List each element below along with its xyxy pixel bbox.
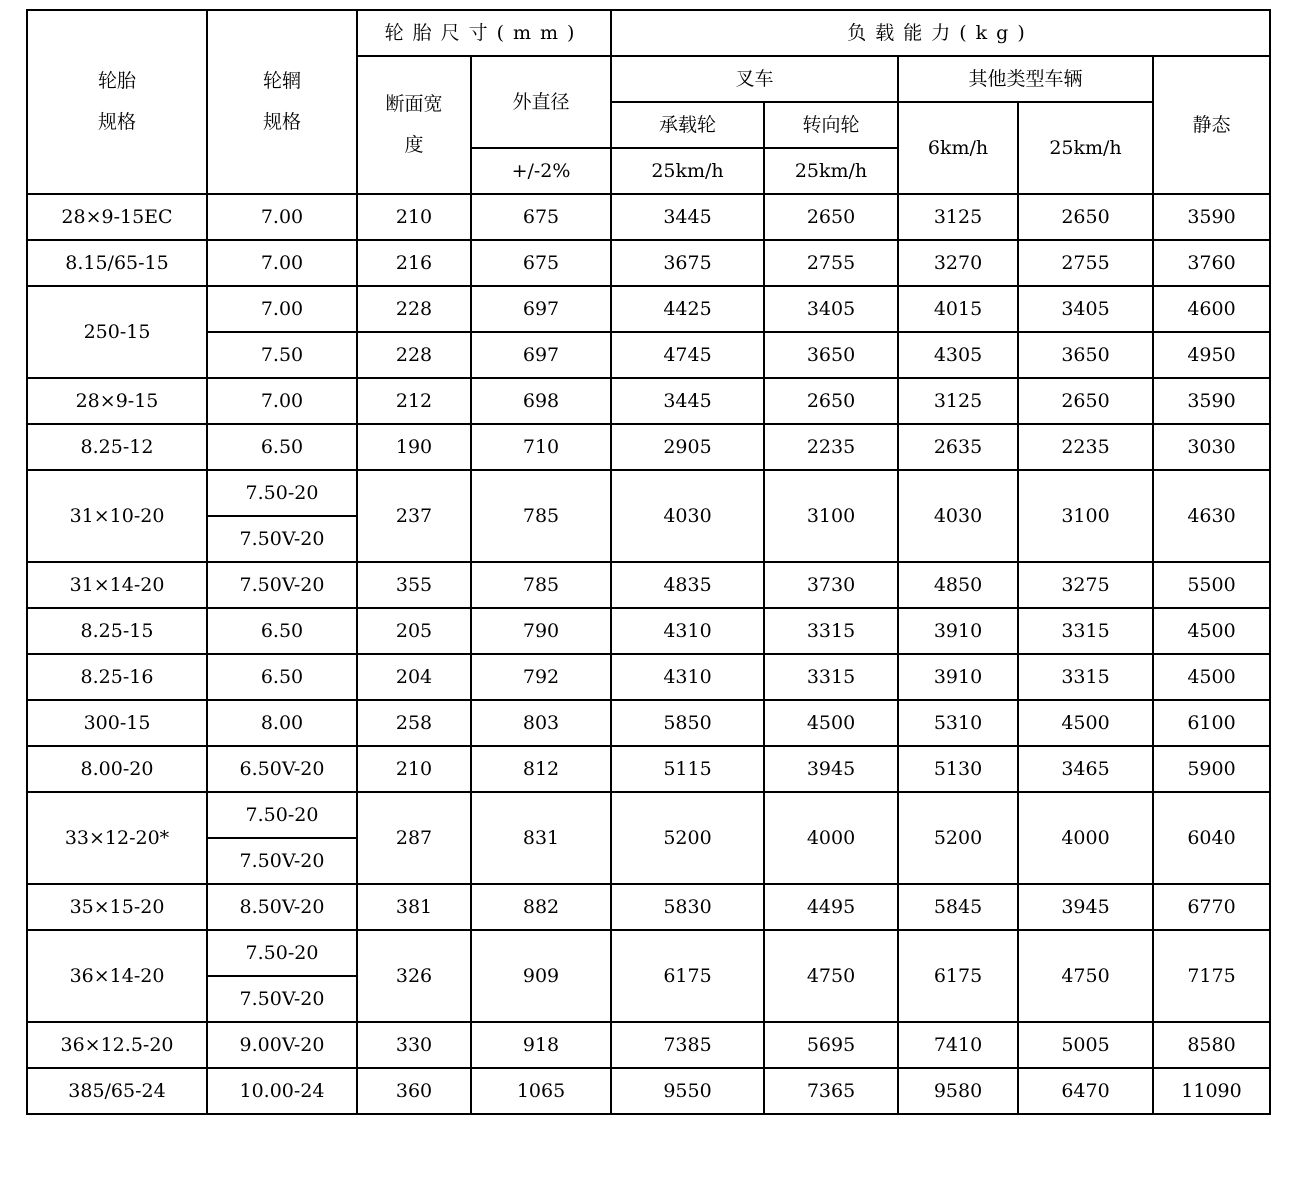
other-6kmh-cell: 3125 xyxy=(898,194,1018,240)
rim-spec-cell: 10.00-24 xyxy=(207,1068,357,1114)
table-row xyxy=(27,654,1270,700)
tire-spec-cell: 8.25-12 xyxy=(27,424,207,470)
other-6kmh-cell: 3910 xyxy=(898,608,1018,654)
tire-spec-cell: 36×12.5-20 xyxy=(27,1022,207,1068)
section-width-cell: 287 xyxy=(357,792,471,884)
header-speed-6: 6km/h xyxy=(898,102,1018,194)
section-width-cell: 355 xyxy=(357,562,471,608)
other-25kmh-cell: 2650 xyxy=(1018,194,1153,240)
outer-diameter-cell: 697 xyxy=(471,332,611,378)
forklift-steer-cell: 3315 xyxy=(764,608,898,654)
forklift-load-cell: 9550 xyxy=(611,1068,764,1114)
table-row xyxy=(27,608,1270,654)
forklift-load-cell: 4310 xyxy=(611,608,764,654)
tire-spec-cell: 28×9-15EC xyxy=(27,194,207,240)
other-6kmh-cell: 5130 xyxy=(898,746,1018,792)
tire-spec-cell: 8.25-15 xyxy=(27,608,207,654)
table-row xyxy=(27,1068,1270,1114)
forklift-load-cell: 7385 xyxy=(611,1022,764,1068)
other-25kmh-cell: 2650 xyxy=(1018,378,1153,424)
rim-spec-cell: 7.50 xyxy=(207,332,357,378)
other-6kmh-cell: 5845 xyxy=(898,884,1018,930)
other-25kmh-cell: 3465 xyxy=(1018,746,1153,792)
table-body xyxy=(27,194,1270,1114)
static-load-cell: 4500 xyxy=(1153,654,1270,700)
forklift-steer-cell: 2755 xyxy=(764,240,898,286)
other-6kmh-cell: 7410 xyxy=(898,1022,1018,1068)
other-25kmh-cell: 4500 xyxy=(1018,700,1153,746)
rim-spec-cell: 7.50-20 xyxy=(207,930,357,976)
static-load-cell: 5500 xyxy=(1153,562,1270,608)
forklift-steer-cell: 4500 xyxy=(764,700,898,746)
static-load-cell: 4500 xyxy=(1153,608,1270,654)
other-6kmh-cell: 5310 xyxy=(898,700,1018,746)
rim-spec-cell: 7.00 xyxy=(207,240,357,286)
static-load-cell: 3590 xyxy=(1153,378,1270,424)
rim-spec-cell: 7.50V-20 xyxy=(207,838,357,884)
other-6kmh-cell: 4030 xyxy=(898,470,1018,562)
other-25kmh-cell: 6470 xyxy=(1018,1068,1153,1114)
section-width-cell: 205 xyxy=(357,608,471,654)
rim-spec-cell: 6.50 xyxy=(207,654,357,700)
header-speed-25-load: 25km/h xyxy=(611,148,764,194)
outer-diameter-cell: 909 xyxy=(471,930,611,1022)
tire-spec-cell: 35×15-20 xyxy=(27,884,207,930)
forklift-load-cell: 5830 xyxy=(611,884,764,930)
rim-spec-cell: 7.50V-20 xyxy=(207,976,357,1022)
forklift-load-cell: 4425 xyxy=(611,286,764,332)
section-width-cell: 210 xyxy=(357,194,471,240)
other-6kmh-cell: 3125 xyxy=(898,378,1018,424)
table-row xyxy=(27,332,1270,378)
other-6kmh-cell: 6175 xyxy=(898,930,1018,1022)
rim-spec-cell: 7.00 xyxy=(207,286,357,332)
forklift-steer-cell: 3945 xyxy=(764,746,898,792)
rim-spec-cell: 6.50V-20 xyxy=(207,746,357,792)
forklift-load-cell: 3445 xyxy=(611,194,764,240)
table-row xyxy=(27,930,1270,976)
outer-diameter-cell: 675 xyxy=(471,240,611,286)
section-width-cell: 210 xyxy=(357,746,471,792)
other-25kmh-cell: 5005 xyxy=(1018,1022,1153,1068)
header-steer-wheel: 转向轮 xyxy=(764,102,898,148)
forklift-load-cell: 4030 xyxy=(611,470,764,562)
outer-diameter-cell: 675 xyxy=(471,194,611,240)
outer-diameter-cell: 803 xyxy=(471,700,611,746)
forklift-steer-cell: 2235 xyxy=(764,424,898,470)
other-6kmh-cell: 4850 xyxy=(898,562,1018,608)
outer-diameter-cell: 790 xyxy=(471,608,611,654)
header-load-capacity: 负载能力(kg) xyxy=(611,10,1270,56)
header-tire-size: 轮胎尺寸(mm) xyxy=(357,10,611,56)
forklift-steer-cell: 4000 xyxy=(764,792,898,884)
tire-spec-cell: 250-15 xyxy=(27,286,207,378)
outer-diameter-cell: 918 xyxy=(471,1022,611,1068)
section-width-cell: 237 xyxy=(357,470,471,562)
tire-spec-cell: 31×10-20 xyxy=(27,470,207,562)
static-load-cell: 4950 xyxy=(1153,332,1270,378)
tire-spec-cell: 300-15 xyxy=(27,700,207,746)
outer-diameter-cell: 785 xyxy=(471,470,611,562)
header-load-wheel: 承载轮 xyxy=(611,102,764,148)
static-load-cell: 6770 xyxy=(1153,884,1270,930)
static-load-cell: 3030 xyxy=(1153,424,1270,470)
section-width-cell: 360 xyxy=(357,1068,471,1114)
forklift-steer-cell: 4750 xyxy=(764,930,898,1022)
static-load-cell: 4600 xyxy=(1153,286,1270,332)
outer-diameter-cell: 792 xyxy=(471,654,611,700)
section-width-cell: 258 xyxy=(357,700,471,746)
section-width-cell: 204 xyxy=(357,654,471,700)
table-row xyxy=(27,194,1270,240)
rim-spec-cell: 7.50-20 xyxy=(207,470,357,516)
other-25kmh-cell: 3650 xyxy=(1018,332,1153,378)
other-6kmh-cell: 3910 xyxy=(898,654,1018,700)
tire-spec-cell: 8.15/65-15 xyxy=(27,240,207,286)
table-row xyxy=(27,562,1270,608)
tire-spec-cell: 33×12-20* xyxy=(27,792,207,884)
forklift-steer-cell: 7365 xyxy=(764,1068,898,1114)
outer-diameter-cell: 882 xyxy=(471,884,611,930)
other-6kmh-cell: 2635 xyxy=(898,424,1018,470)
table-row xyxy=(27,378,1270,424)
section-width-cell: 381 xyxy=(357,884,471,930)
forklift-steer-cell: 4495 xyxy=(764,884,898,930)
header-rim-spec: 轮辋 规格 xyxy=(207,10,357,194)
other-25kmh-cell: 3100 xyxy=(1018,470,1153,562)
other-25kmh-cell: 3275 xyxy=(1018,562,1153,608)
rim-spec-cell: 7.50V-20 xyxy=(207,516,357,562)
forklift-load-cell: 4745 xyxy=(611,332,764,378)
rim-spec-cell: 6.50 xyxy=(207,424,357,470)
forklift-load-cell: 3675 xyxy=(611,240,764,286)
outer-diameter-cell: 812 xyxy=(471,746,611,792)
tire-spec-cell: 28×9-15 xyxy=(27,378,207,424)
table-row xyxy=(27,470,1270,516)
section-width-cell: 330 xyxy=(357,1022,471,1068)
outer-diameter-cell: 1065 xyxy=(471,1068,611,1114)
static-load-cell: 11090 xyxy=(1153,1068,1270,1114)
rim-spec-cell: 7.00 xyxy=(207,378,357,424)
static-load-cell: 4630 xyxy=(1153,470,1270,562)
outer-diameter-cell: 697 xyxy=(471,286,611,332)
section-width-cell: 212 xyxy=(357,378,471,424)
rim-spec-cell: 7.00 xyxy=(207,194,357,240)
table-row xyxy=(27,700,1270,746)
rim-spec-cell: 7.50-20 xyxy=(207,792,357,838)
header-speed-25-steer: 25km/h xyxy=(764,148,898,194)
static-load-cell: 3590 xyxy=(1153,194,1270,240)
static-load-cell: 6040 xyxy=(1153,792,1270,884)
forklift-steer-cell: 3730 xyxy=(764,562,898,608)
static-load-cell: 6100 xyxy=(1153,700,1270,746)
tire-spec-cell: 8.25-16 xyxy=(27,654,207,700)
static-load-cell: 3760 xyxy=(1153,240,1270,286)
forklift-steer-cell: 2650 xyxy=(764,378,898,424)
outer-diameter-cell: 698 xyxy=(471,378,611,424)
rim-spec-cell: 8.50V-20 xyxy=(207,884,357,930)
tire-spec-table xyxy=(26,9,1271,1115)
header-speed-25-other: 25km/h xyxy=(1018,102,1153,194)
section-width-cell: 326 xyxy=(357,930,471,1022)
outer-diameter-cell: 710 xyxy=(471,424,611,470)
outer-diameter-cell: 831 xyxy=(471,792,611,884)
rim-spec-cell: 8.00 xyxy=(207,700,357,746)
other-25kmh-cell: 4750 xyxy=(1018,930,1153,1022)
forklift-steer-cell: 3315 xyxy=(764,654,898,700)
forklift-load-cell: 5115 xyxy=(611,746,764,792)
other-25kmh-cell: 2235 xyxy=(1018,424,1153,470)
section-width-cell: 228 xyxy=(357,286,471,332)
header-outer-diameter: 外直径 xyxy=(471,56,611,148)
other-25kmh-cell: 2755 xyxy=(1018,240,1153,286)
forklift-load-cell: 4310 xyxy=(611,654,764,700)
forklift-load-cell: 6175 xyxy=(611,930,764,1022)
rim-spec-cell: 7.50V-20 xyxy=(207,562,357,608)
static-load-cell: 5900 xyxy=(1153,746,1270,792)
other-25kmh-cell: 3315 xyxy=(1018,654,1153,700)
rim-spec-cell: 9.00V-20 xyxy=(207,1022,357,1068)
other-25kmh-cell: 3405 xyxy=(1018,286,1153,332)
static-load-cell: 8580 xyxy=(1153,1022,1270,1068)
table-row xyxy=(27,240,1270,286)
outer-diameter-cell: 785 xyxy=(471,562,611,608)
header-section-width: 断面宽 度 xyxy=(357,56,471,194)
forklift-steer-cell: 5695 xyxy=(764,1022,898,1068)
tire-spec-cell: 385/65-24 xyxy=(27,1068,207,1114)
other-6kmh-cell: 3270 xyxy=(898,240,1018,286)
header-tire-spec: 轮胎 规格 xyxy=(27,10,207,194)
other-25kmh-cell: 3945 xyxy=(1018,884,1153,930)
forklift-steer-cell: 3405 xyxy=(764,286,898,332)
forklift-steer-cell: 3100 xyxy=(764,470,898,562)
header-static: 静态 xyxy=(1153,56,1270,194)
other-25kmh-cell: 3315 xyxy=(1018,608,1153,654)
static-load-cell: 7175 xyxy=(1153,930,1270,1022)
header-forklift: 叉车 xyxy=(611,56,898,102)
rim-spec-cell: 6.50 xyxy=(207,608,357,654)
table-row xyxy=(27,792,1270,838)
table-row xyxy=(27,884,1270,930)
other-6kmh-cell: 4015 xyxy=(898,286,1018,332)
table-row xyxy=(27,1022,1270,1068)
section-width-cell: 228 xyxy=(357,332,471,378)
other-6kmh-cell: 9580 xyxy=(898,1068,1018,1114)
forklift-load-cell: 2905 xyxy=(611,424,764,470)
other-6kmh-cell: 5200 xyxy=(898,792,1018,884)
tire-spec-cell: 8.00-20 xyxy=(27,746,207,792)
other-6kmh-cell: 4305 xyxy=(898,332,1018,378)
forklift-load-cell: 5850 xyxy=(611,700,764,746)
forklift-steer-cell: 2650 xyxy=(764,194,898,240)
tire-spec-cell: 36×14-20 xyxy=(27,930,207,1022)
forklift-load-cell: 5200 xyxy=(611,792,764,884)
section-width-cell: 190 xyxy=(357,424,471,470)
other-25kmh-cell: 4000 xyxy=(1018,792,1153,884)
table-row xyxy=(27,746,1270,792)
header-other-vehicles: 其他类型车辆 xyxy=(898,56,1153,102)
table-row xyxy=(27,424,1270,470)
table-row xyxy=(27,286,1270,332)
forklift-load-cell: 4835 xyxy=(611,562,764,608)
forklift-load-cell: 3445 xyxy=(611,378,764,424)
section-width-cell: 216 xyxy=(357,240,471,286)
forklift-steer-cell: 3650 xyxy=(764,332,898,378)
tire-spec-cell: 31×14-20 xyxy=(27,562,207,608)
header-tolerance: +/-2% xyxy=(471,148,611,194)
